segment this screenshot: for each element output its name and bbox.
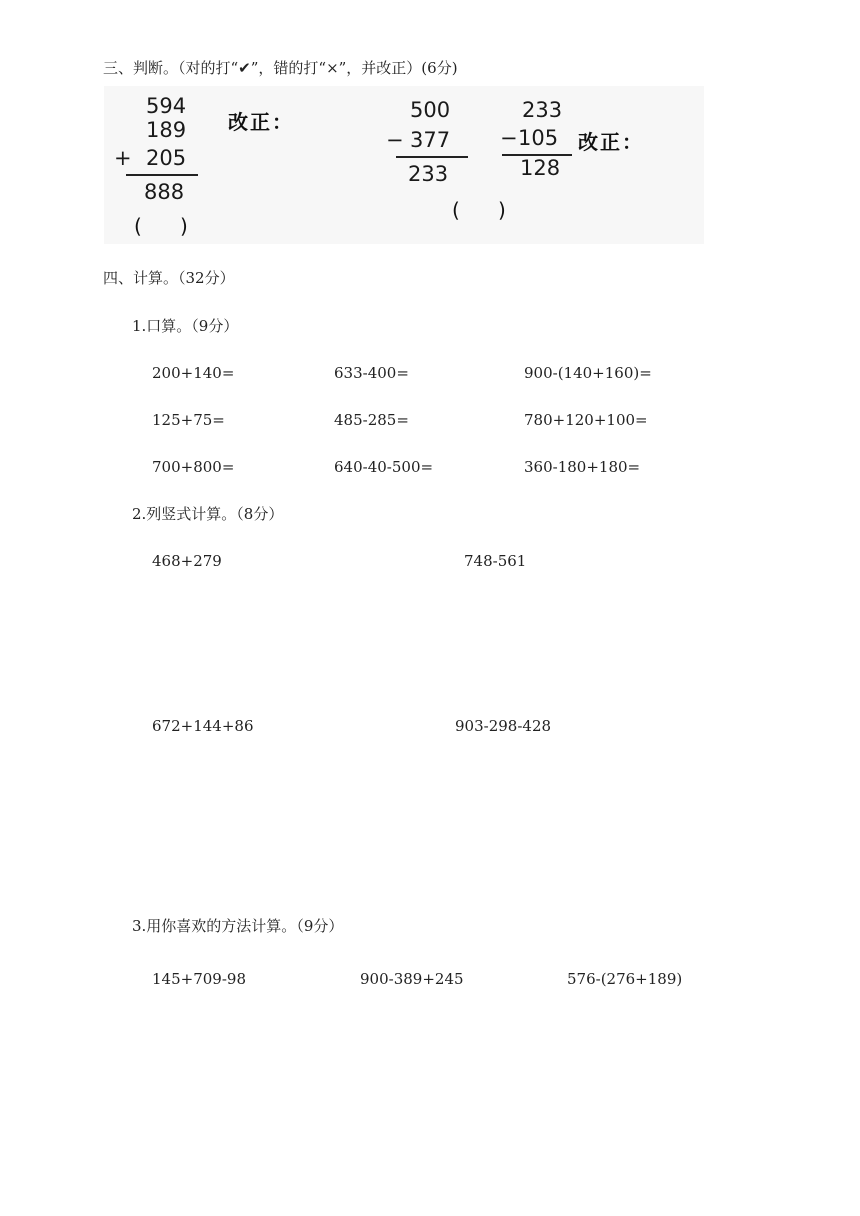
p2-subtrahend: 377 (410, 128, 451, 152)
part1-heading: 1.口算。（9分） (132, 317, 239, 335)
section4-heading: 四、计算。（32分） (103, 269, 235, 287)
oral-item: 633-400= (334, 364, 409, 382)
vertical-calc-item: 672+144+86 (152, 717, 254, 735)
vertical-calc-item: 468+279 (152, 552, 222, 570)
p1-addend-3: 205 (146, 146, 187, 170)
p1-addend-1: 594 (146, 94, 187, 118)
oral-item: 200+140= (152, 364, 235, 382)
p2-minus-sign: − (386, 128, 404, 152)
p2-correction-label: 改正： (578, 130, 644, 154)
oral-item: 485-285= (334, 411, 409, 429)
oral-item: 125+75= (152, 411, 225, 429)
oral-item: 780+120+100= (524, 411, 648, 429)
p2-minuend: 500 (410, 98, 451, 122)
free-method-item: 900-389+245 (360, 970, 464, 988)
oral-item: 360-180+180= (524, 458, 641, 476)
p1-sum-line (126, 174, 198, 176)
check-minuend: 233 (522, 98, 563, 122)
p2-judge-blank[interactable]: ( ) (452, 198, 506, 222)
p1-plus-sign: + (114, 146, 132, 170)
section3-heading: 三、判断。（对的打“✔”，错的打“×”，并改正）(6分) (103, 59, 458, 77)
free-method-item: 576-(276+189) (567, 970, 683, 988)
part2-heading: 2.列竖式计算。（8分） (132, 505, 284, 523)
oral-item: 700+800= (152, 458, 235, 476)
judgement-figure (104, 86, 704, 244)
p2-difference-line (396, 156, 468, 158)
oral-item: 640-40-500= (334, 458, 434, 476)
check-subtrahend: 105 (518, 126, 559, 150)
p2-result: 233 (408, 162, 449, 186)
oral-item: 900-(140+160)= (524, 364, 652, 382)
free-method-item: 145+709-98 (152, 970, 246, 988)
p1-result: 888 (144, 180, 185, 204)
p1-judge-blank[interactable]: ( ) (134, 214, 188, 238)
check-result: 128 (520, 156, 561, 180)
check-minus-sign: − (500, 126, 518, 150)
p1-correction-label: 改正： (228, 110, 294, 134)
part3-heading: 3.用你喜欢的方法计算。（9分） (132, 917, 344, 935)
vertical-calc-item: 748-561 (464, 552, 527, 570)
vertical-calc-item: 903-298-428 (455, 717, 552, 735)
p1-addend-2: 189 (146, 118, 187, 142)
